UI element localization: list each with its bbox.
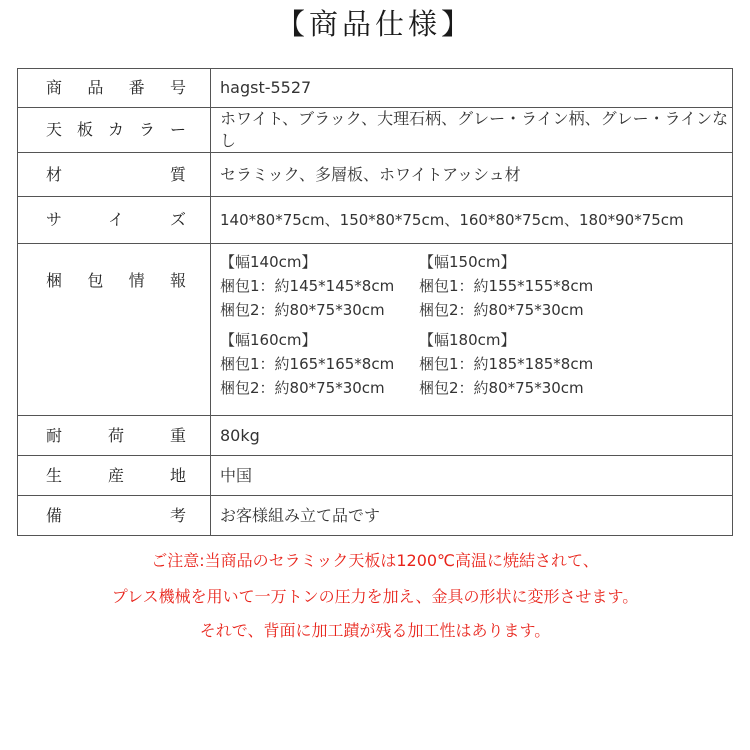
package-heading: 【幅140cm】: [220, 253, 317, 271]
package-line: 梱包2：約80*75*30cm: [419, 301, 584, 319]
label-char: 天: [46, 120, 63, 139]
label-char: 生: [46, 465, 63, 485]
label-char: 地: [169, 465, 186, 485]
package-heading: 【幅150cm】: [419, 253, 516, 271]
row-label: [18, 108, 211, 153]
note-line-3: それで、背面に加工蹟が残る加工性はあります。: [199, 621, 551, 640]
package-line: 梱包1：約155*155*8cm: [419, 277, 594, 295]
label-char: ラ: [138, 120, 155, 139]
row-label: [18, 153, 211, 197]
label-char: 号: [169, 78, 186, 97]
package-line: 梱包1：約165*165*8cm: [220, 355, 395, 373]
label-char: 耐: [46, 425, 63, 445]
package-line: 梱包2：約80*75*30cm: [220, 379, 385, 397]
label-char: 報: [169, 271, 186, 290]
package-150: [419, 250, 619, 322]
package-160: [220, 328, 419, 400]
row-value: お客様組み立て品です: [211, 496, 733, 536]
label-char: ズ: [169, 210, 186, 229]
table-row-remarks: [18, 496, 733, 536]
row-value: hagst-5527: [211, 69, 733, 108]
row-label: [18, 69, 211, 108]
note-line-1: ご注意:当商品のセラミック天板は1200℃高温に焼結されて、: [151, 551, 599, 570]
row-value: 140*80*75cm、150*80*75cm、160*80*75cm、180*90*75cm: [211, 197, 733, 244]
row-label: [18, 197, 211, 244]
row-value: セラミック、多層板、ホワイトアッシュ材: [211, 153, 733, 197]
label-char: 重: [169, 425, 186, 445]
label-char: 備: [46, 505, 63, 525]
label-char: 情: [128, 271, 145, 290]
label-char: 考: [169, 505, 186, 525]
package-line: 梱包1：約185*185*8cm: [419, 355, 594, 373]
label-char: イ: [107, 210, 124, 229]
label-char: 材: [46, 164, 63, 184]
label-char: ー: [169, 120, 186, 139]
label-char: カ: [107, 120, 124, 139]
row-label: [18, 416, 211, 456]
row-value: 中国: [211, 456, 733, 496]
label-char: 品: [87, 78, 104, 97]
page-title: 【商品仕様】: [275, 7, 474, 41]
label-char: 梱: [46, 271, 63, 290]
row-value: [211, 244, 733, 416]
row-value: 80kg: [211, 416, 733, 456]
table-row-origin: [18, 456, 733, 496]
row-label: [18, 244, 211, 416]
table-row-top-color: [18, 108, 733, 153]
row-value: ホワイト、ブラック、大理石柄、グレー・ライン柄、グレー・ラインなし: [211, 108, 733, 153]
package-heading: 【幅180cm】: [419, 331, 516, 349]
package-line: 梱包2：約80*75*30cm: [419, 379, 584, 397]
package-heading: 【幅160cm】: [220, 331, 317, 349]
table-row-load-capacity: [18, 416, 733, 456]
label-char: 荷: [107, 425, 124, 445]
label-char: 板: [76, 120, 93, 139]
label-char: 産: [107, 465, 124, 485]
row-label: [18, 496, 211, 536]
package-line: 梱包2：約80*75*30cm: [220, 301, 385, 319]
package-grid: [220, 244, 732, 406]
table-row-material: [18, 153, 733, 197]
table-row-size: [18, 197, 733, 244]
label-char: 商: [46, 78, 63, 97]
table-row-product-number: [18, 69, 733, 108]
spec-table: [17, 68, 733, 536]
package-line: 梱包1：約145*145*8cm: [220, 277, 395, 295]
note-line-2: プレス機械を用いて一万トンの圧力を加え、金具の形状に変形させます。: [111, 587, 639, 606]
label-char: 番: [128, 78, 145, 97]
package-180: [419, 328, 619, 400]
label-char: 質: [169, 164, 186, 184]
label-char: サ: [46, 210, 63, 229]
row-label: [18, 456, 211, 496]
table-row-packaging: [18, 244, 733, 416]
label-char: 包: [87, 271, 104, 290]
package-140: [220, 250, 419, 322]
